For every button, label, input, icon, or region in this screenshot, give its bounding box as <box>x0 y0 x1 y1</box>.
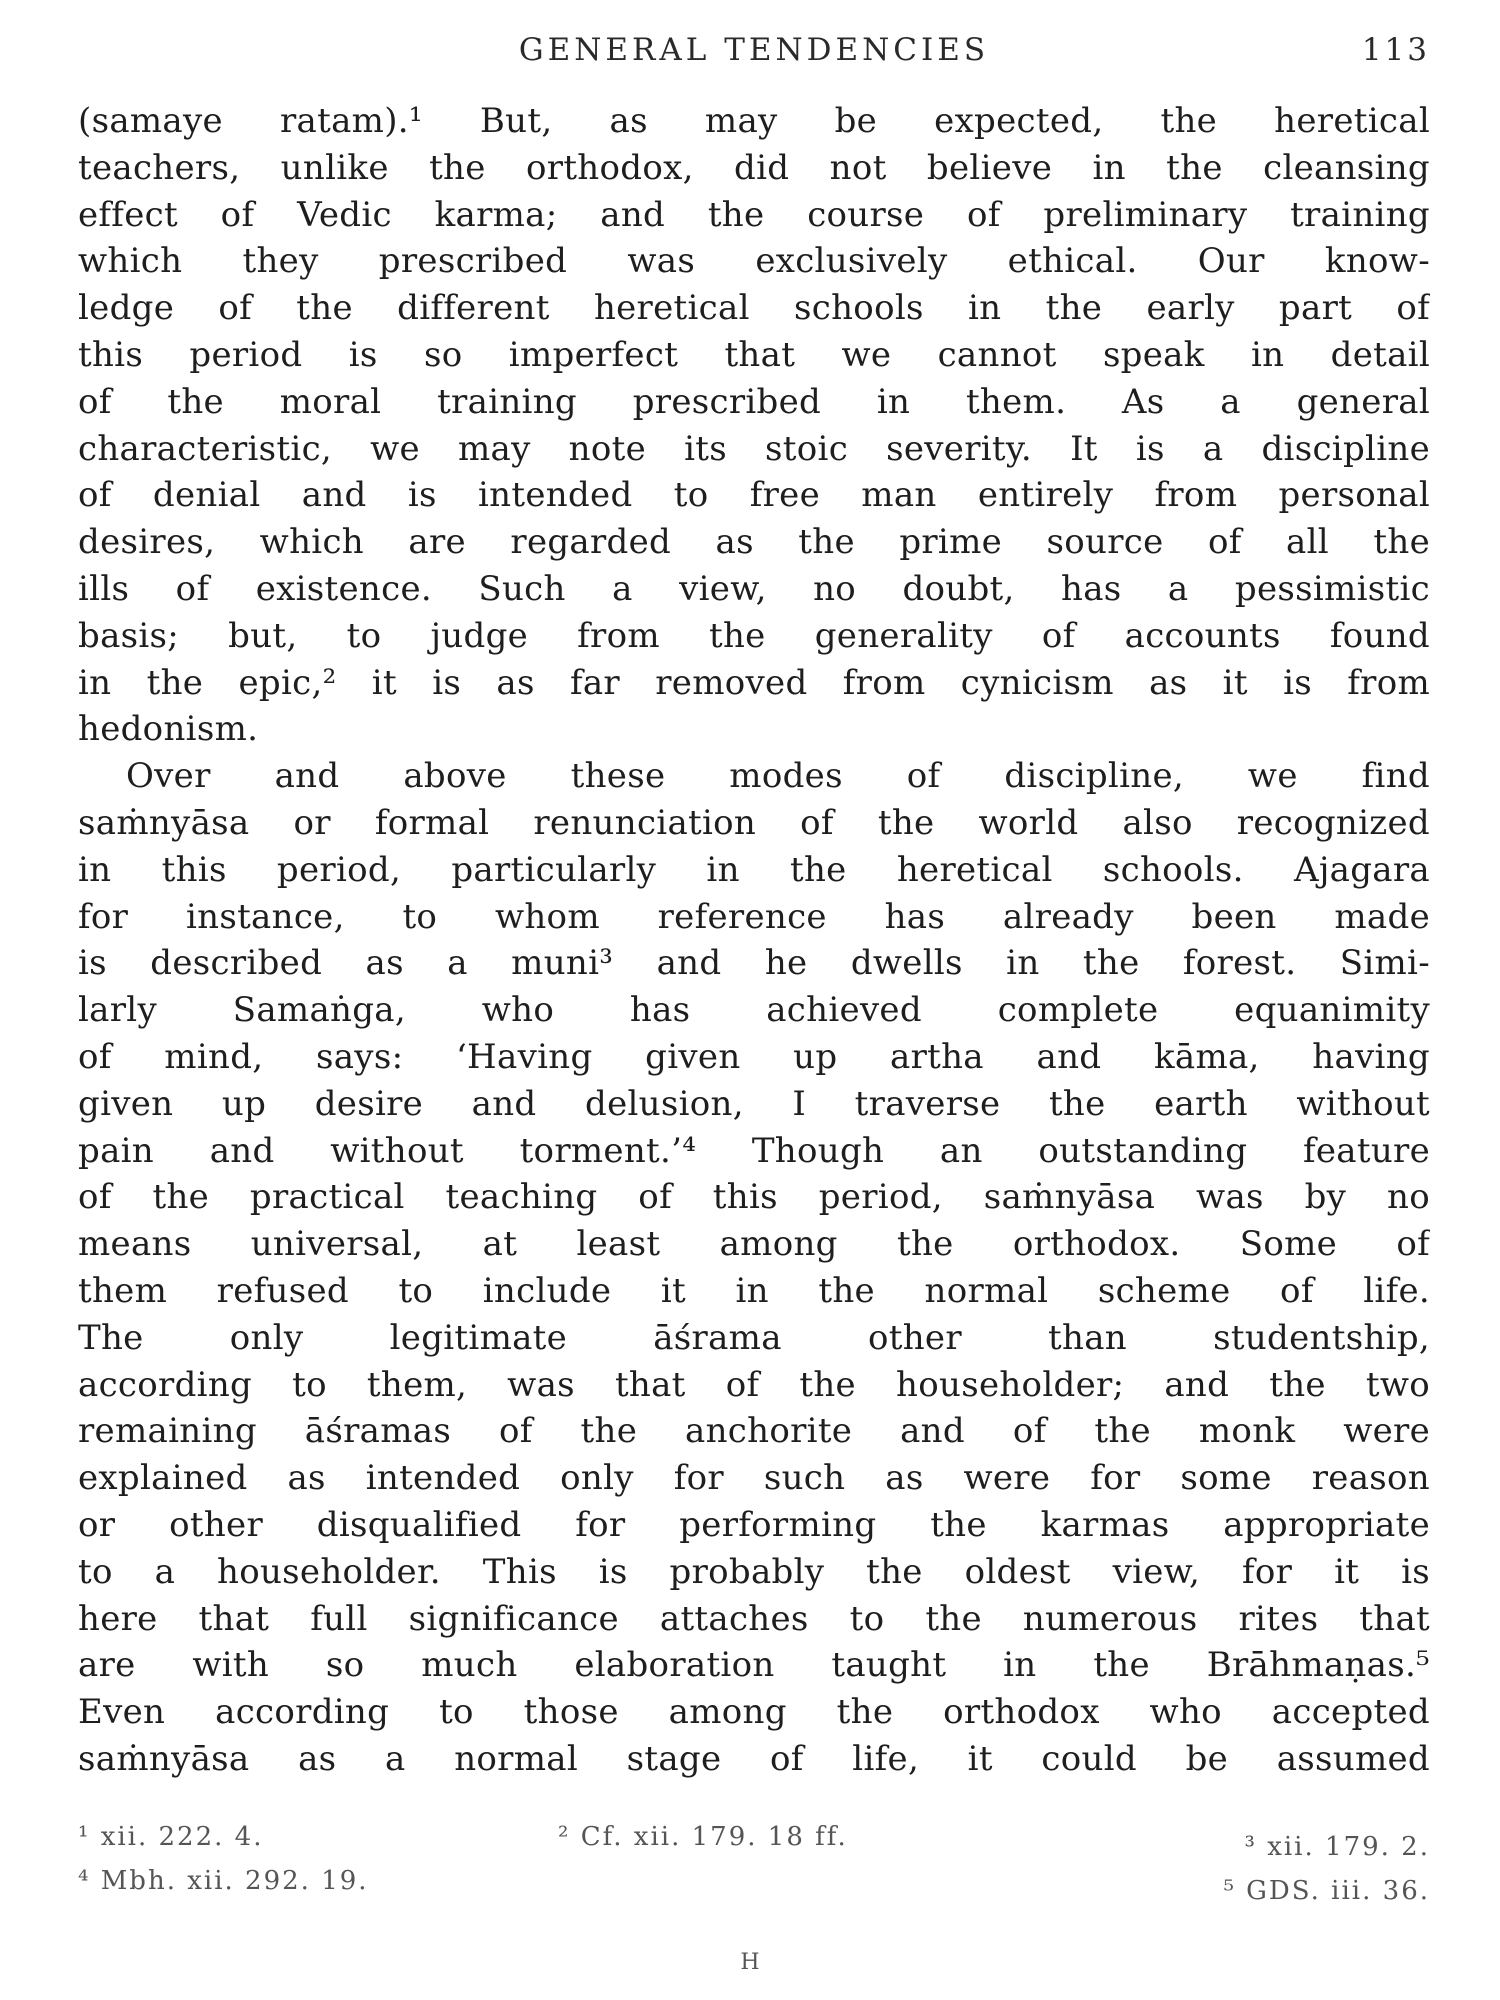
text-line: ills of existence. Such a view, no doubt, has a pessimistic <box>78 568 1430 609</box>
footnote-2: ² Cf. xii. 179. 18 ff. <box>558 1822 848 1852</box>
text-line: saṁnyāsa as a normal stage of life, it could be assumed <box>78 1738 1430 1779</box>
text-line: characteristic, we may note its stoic severity. It is a discipline <box>78 428 1430 469</box>
text-line: or other disqualified for performing the karmas appropriate <box>78 1504 1430 1545</box>
footnote-1: ¹ xii. 222. 4. <box>78 1822 264 1852</box>
text-line: hedonism. <box>78 709 259 750</box>
footnote-3: ³ xii. 179. 2. <box>1244 1832 1430 1862</box>
text-line: pain and without torment.’⁴ Though an outstanding feature <box>78 1130 1430 1171</box>
text-line: remaining āśramas of the anchorite and of the monk were <box>78 1411 1430 1452</box>
running-title: GENERAL TENDENCIES <box>518 32 990 68</box>
text-line: teachers, unlike the orthodox, did not believe in the cleansing <box>78 147 1430 188</box>
text-line: of the practical teaching of this period, saṁnyāsa was by no <box>78 1177 1430 1218</box>
signature-mark: H <box>740 1950 760 1975</box>
text-line: basis; but, to judge from the generality of accounts found <box>78 615 1430 656</box>
footnotes <box>78 1822 1430 1932</box>
text-line: them refused to include it in the normal scheme of life. <box>78 1270 1430 1311</box>
page-number: 113 <box>1361 32 1430 68</box>
text-line: here that full significance attaches to the numerous rites that <box>78 1598 1430 1639</box>
body-text <box>78 98 1430 1798</box>
text-line: saṁnyāsa or formal renunciation of the world also recognized <box>78 802 1430 843</box>
text-line: which they prescribed was exclusively ethical. Our know- <box>78 241 1430 282</box>
text-line: The only legitimate āśrama other than studentship, <box>78 1317 1430 1358</box>
page-header <box>78 32 1430 76</box>
text-line: for instance, to whom reference has already been made <box>78 896 1430 937</box>
text-line: Over and above these modes of discipline, we find <box>126 756 1430 797</box>
text-line: (samaye ratam).¹ But, as may be expected, the heretical <box>78 101 1430 141</box>
text-line: according to them, was that of the householder; and the two <box>78 1364 1430 1405</box>
text-line: larly Samaṅga, who has achieved complete equanimity <box>78 990 1430 1031</box>
text-line: effect of Vedic karma; and the course of preliminary training <box>78 194 1430 235</box>
text-line: of the moral training prescribed in them. As a general <box>78 381 1430 422</box>
text-line: desires, which are regarded as the prime source of all the <box>78 522 1430 563</box>
text-line: are with so much elaboration taught in the Brāhmaṇas.⁵ <box>78 1645 1430 1686</box>
text-line: in the epic,² it is as far removed from cynicism as it is from <box>78 662 1430 703</box>
text-line: means universal, at least among the orthodox. Some of <box>78 1224 1430 1265</box>
text-line: Even according to those among the orthodox who accepted <box>78 1692 1430 1733</box>
text-line: given up desire and delusion, I traverse the earth without <box>78 1083 1430 1124</box>
footnote-4: ⁴ Mbh. xii. 292. 19. <box>78 1866 369 1896</box>
text-line: ledge of the different heretical schools in the early part of <box>78 288 1430 329</box>
text-line: this period is so imperfect that we cannot speak in detail <box>78 334 1430 375</box>
text-line: is described as a muni³ and he dwells in the forest. Simi- <box>78 943 1430 984</box>
text-line: to a householder. This is probably the oldest view, for it is <box>78 1551 1430 1592</box>
text-line: of mind, says: ‘Having given up artha and kāma, having <box>78 1036 1430 1077</box>
footnote-5: ⁵ GDS. iii. 36. <box>1223 1876 1430 1906</box>
text-line: in this period, particularly in the heretical schools. Ajagara <box>78 849 1430 890</box>
text-line: of denial and is intended to free man entirely from personal <box>78 475 1430 516</box>
text-line: explained as intended only for such as were for some reason <box>78 1458 1430 1499</box>
